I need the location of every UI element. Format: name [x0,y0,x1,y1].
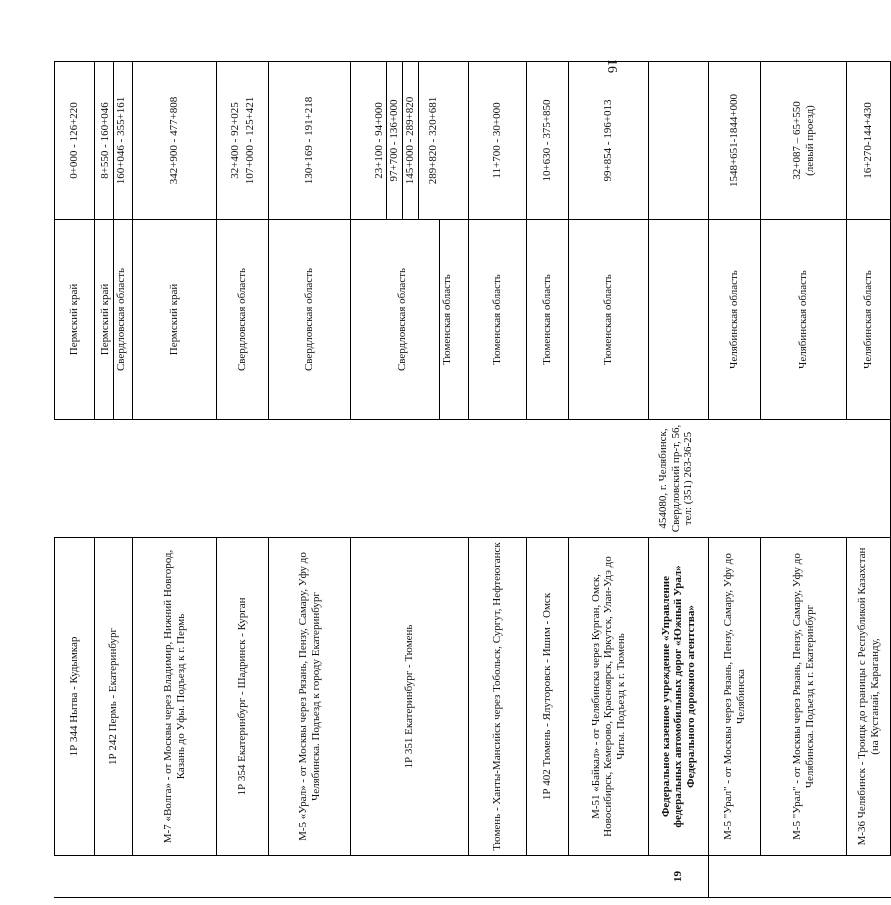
rotated-table-wrapper [54,62,881,898]
region-cell [469,220,527,420]
region-cell [217,220,269,420]
region-item: Свердловская область [115,267,127,372]
address-cell [217,420,269,538]
km-item: 145+000 - 289+820 [403,62,419,219]
region-item: Тюменская область [541,274,554,365]
region-cell [55,220,95,420]
table-row [649,62,709,898]
region-item: Пермский край [98,220,114,419]
km-cell [55,62,95,220]
index-cell [527,856,569,898]
region-item: Свердловская область [236,267,249,372]
region-cell [95,220,133,420]
org-name-cell: Федеральное казенное учреждение «Управление федеральных автомобильных дорог «Южный Урал» Федерального дорожного агентства» [649,538,709,856]
region-cell [351,220,469,420]
address-cell [133,420,217,538]
km-cell [569,62,649,220]
km-item: 8+550 - 160+046 [98,62,114,219]
index-cell [133,856,217,898]
address-cell [527,420,569,538]
region-item: Пермский край [68,283,81,356]
region-cell [761,220,847,420]
region-item: Свердловская область [365,220,440,419]
km-item: 289+820 - 320+681 [426,96,439,185]
road-cell: 1Р 402 Тюмень - Ялуторовск - Ишим - Омск [527,538,569,856]
table-row [217,62,269,898]
index-cell [95,856,133,898]
road-cell: М-5 "Урал" - от Москвы через Рязань, Пензу, Самару, Уфу до Челябинска. Подъезд к г. Екатеринбург [761,538,847,856]
region-cell [569,220,649,420]
km-cell [527,62,569,220]
address-cell [469,420,527,538]
road-cell: Тюмень - Ханты-Мансийск через Тобольск, Сургут, Нефтеюганск [469,538,527,856]
km-item: 16+270-144+430 [862,102,875,179]
km-item: 107+000 - 125+421 [243,96,256,185]
address-cell [569,420,649,538]
address-cell [351,420,469,538]
km-cell [133,62,217,220]
km-item: 99+854 - 196+013 [602,99,615,182]
km-item: 160+046 - 355+161 [115,96,127,185]
index-cell [847,856,891,898]
address-cell [95,420,133,538]
road-cell: М-36 Челябинск - Троицк до границы с Республикой Казахстан (на Кустанай, Караганду, [847,538,891,856]
address-cell [55,420,95,538]
region-item: Тюменская область [602,274,615,365]
km-cell [709,62,761,220]
road-cell: М-5 «Урал» - от Москвы через Рязань, Пензу, Самару, Уфу до Челябинска. Подъезд к городу Екатеринбург [269,538,351,856]
road-cell: 1Р 344 Нытва - Кудымкар [55,538,95,856]
roads-table [54,61,891,898]
index-cell [469,856,527,898]
km-cell [469,62,527,220]
org-index-cell: 19 [649,856,709,898]
km-item: 10+630 - 375+850 [541,99,554,182]
km-cell [269,62,351,220]
km-item: 130+169 - 191+218 [303,96,316,185]
region-item: Тюменская область [491,274,504,365]
region-item: Челябинская область [862,270,875,369]
road-cell: 1Р 351 Екатеринбург - Тюмень [351,538,469,856]
road-cell: М-51 «Байкал» - от Челябинска через Курган, Омск, Новосибирск, Кемерово, Красноярск, Иркутск, Улан-Удэ до Читы. Подъезд к г. Тюмень [569,538,649,856]
table-row [55,62,95,898]
region-item: Челябинская область [797,270,810,369]
region-item: Свердловская область [303,267,316,372]
region-cell [269,220,351,420]
km-item: (левый проезд) [803,105,816,176]
org-address-cell: 454080, г. Челябинск, Свердловский пр-т, 56, тел: (351) 263-36-25 [649,420,891,538]
road-cell: М-5 "Урал" - от Москвы через Рязань, Пензу, Самару, Уфу до Челябинска [709,538,761,856]
page-number: 16 [604,59,619,73]
road-cell: 1Р 354 Екатеринбург - Шадринск - Курган [217,538,269,856]
table-row [133,62,217,898]
region-item: Тюменская область [440,274,453,365]
region-item: Челябинская область [728,270,741,369]
table-row [569,62,649,898]
region-cell [847,220,891,420]
km-item: 23+100 - 94+000 [372,62,388,219]
index-cell [55,856,95,898]
road-cell: М-7 «Волга» - от Москвы через Владимир, Нижний Новгород, Казань до Уфы. Подъезд к г. Пермь [133,538,217,856]
index-cell [351,856,469,898]
region-cell [133,220,217,420]
km-cell [351,62,469,220]
region-cell [527,220,569,420]
table-row [95,62,133,898]
region-cell [649,220,709,420]
km-item: 11+700 - 30+000 [491,102,504,179]
km-item: 97+700 - 136+000 [387,62,403,219]
km-item: 32+087 – 65+550 [790,101,803,180]
km-cell [95,62,133,220]
road-cell: 1Р 242 Пермь - Екатеринбург [95,538,133,856]
table-row [469,62,527,898]
address-cell [269,420,351,538]
index-cell [269,856,351,898]
km-item: 1548+651-1844+000 [728,93,741,188]
km-cell [761,62,847,220]
km-item: 32+400 - 92+025 [228,102,241,179]
km-cell [847,62,891,220]
table-row [527,62,569,898]
km-item: 342+900 - 477+808 [168,96,181,185]
km-cell [649,62,709,220]
region-cell [709,220,761,420]
table-row [269,62,351,898]
km-cell [217,62,269,220]
index-cell [569,856,649,898]
index-cell [761,856,847,898]
region-item: Пермский край [168,283,181,356]
index-cell [709,856,761,898]
index-cell [217,856,269,898]
table-row [351,62,469,898]
km-item: 0+000 - 126+220 [68,102,81,179]
